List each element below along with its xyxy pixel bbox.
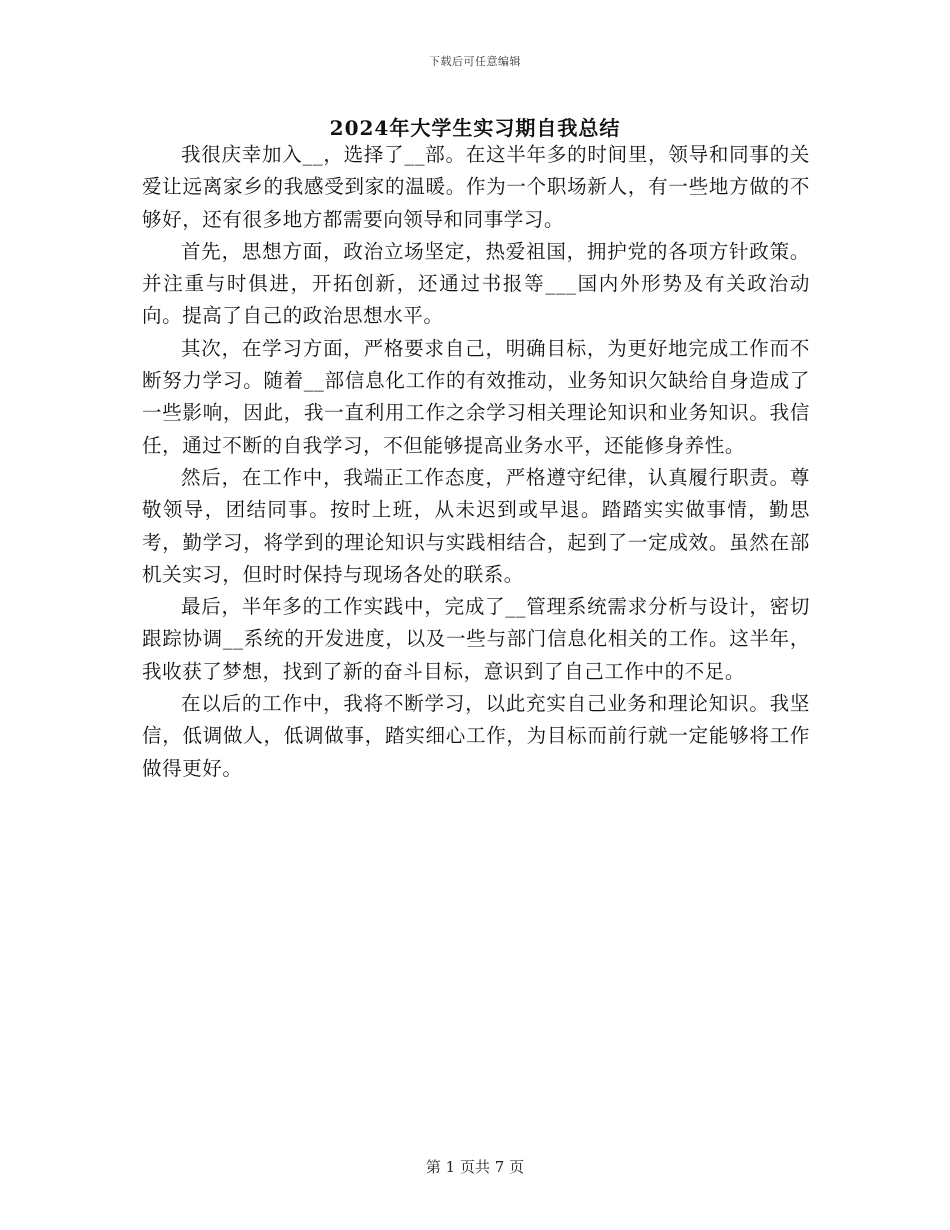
paragraph-study: 其次，在学习方面，严格要求自己，明确目标，为更好地完成工作而不断努力学习。随着__部信息化工作的有效推动，业务知识欠缺给自身造成了一些影响，因此，我一直利用工作之余学习相关理论知识和业务知识。我信任，通过不断的自我学习，不但能够提高业务水平，还能修身养性。: [142, 336, 810, 457]
paragraph-work-attitude: 然后，在工作中，我端正工作态度，严格遵守纪律，认真履行职责。尊敬领导，团结同事。按时上班，从未迟到或早退。踏踏实实做事情，勤思考，勤学习，将学到的理论知识与实践相结合，起到了一定成效。虽然在部机关实习，但时时保持与现场各处的联系。: [142, 465, 810, 586]
paragraph-intro: 我很庆幸加入__，选择了__部。在这半年多的时间里，领导和同事的关爱让远离家乡的我感受到家的温暖。作为一个职场新人，有一些地方做的不够好，还有很多地方都需要向领导和同事学习。: [142, 143, 810, 231]
paragraph-ideology: 首先，思想方面，政治立场坚定，热爱祖国，拥护党的各项方针政策。并注重与时俱进，开拓创新，还通过书报等___国内外形势及有关政治动向。提高了自己的政治思想水平。: [142, 239, 810, 328]
paragraph-achievements: 最后，半年多的工作实践中，完成了__管理系统需求分析与设计，密切跟踪协调__系统的开发进度，以及一些与部门信息化相关的工作。这半年，我收获了梦想，找到了新的奋斗目标，意识到了自己工作中的不足。: [142, 595, 810, 683]
document-body: [142, 139, 810, 785]
document-title: 2024年大学生实习期自我总结: [329, 116, 621, 140]
paragraph-conclusion: 在以后的工作中，我将不断学习，以此充实自己业务和理论知识。我坚信，低调做人，低调做事，踏实细心工作，为目标而前行就一定能够将工作做得更好。: [142, 692, 810, 780]
page-number: 第 1 页共 7 页: [425, 1158, 525, 1176]
page-header-note: 下载后可任意编辑: [429, 55, 521, 68]
